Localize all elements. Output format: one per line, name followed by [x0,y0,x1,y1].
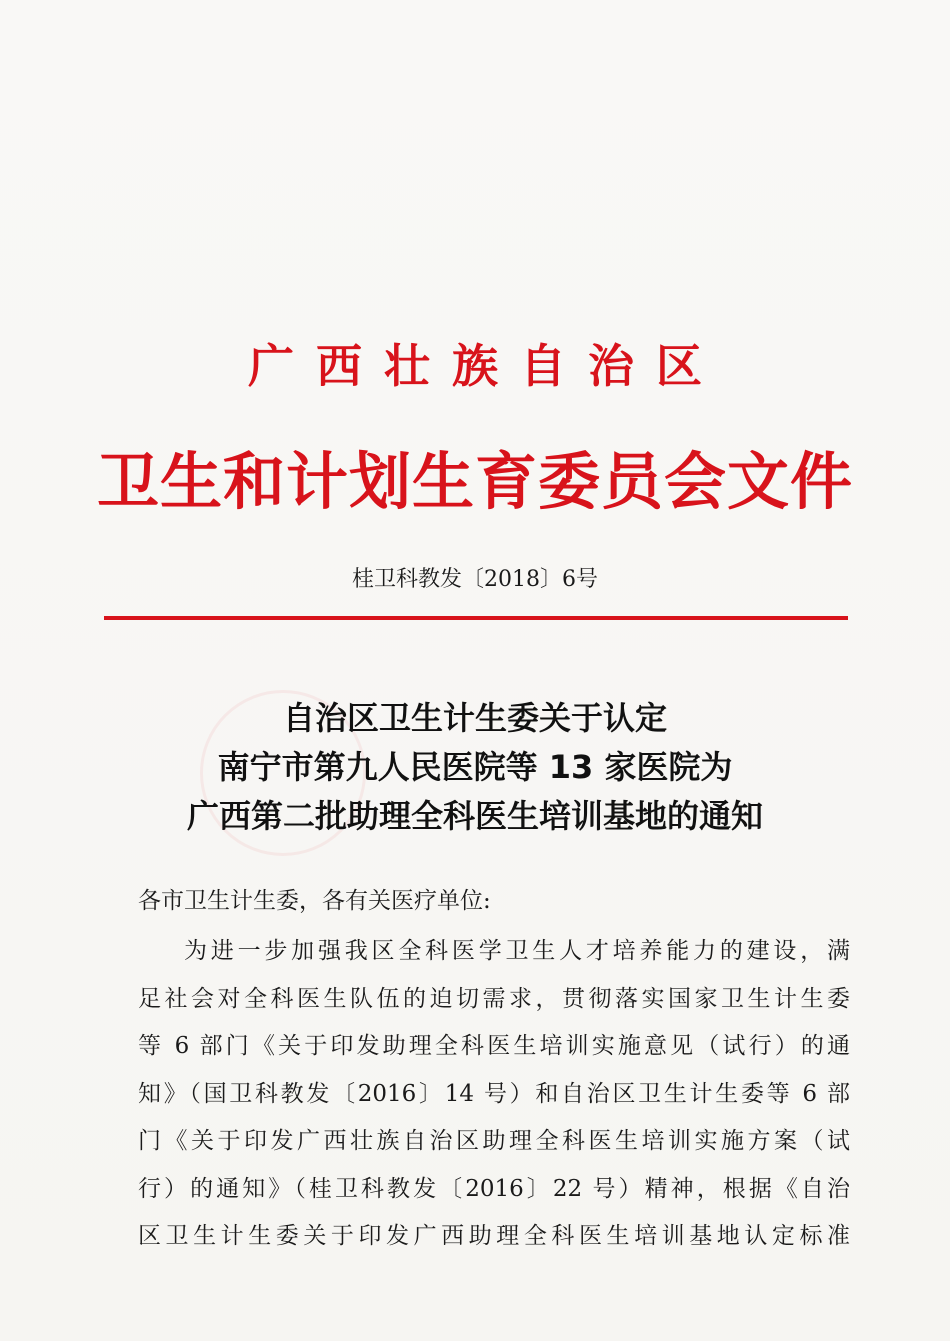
title-line3: 广西第二批助理全科医生培训基地的通知 [186,797,763,835]
red-divider-rule [104,616,848,620]
body-line-5: 门《关于印发广西壮族自治区助理全科医生培训实施方案（试 [138,1128,850,1154]
document-title [0,694,950,841]
body-paragraph [138,928,850,1261]
title-line2: 南宁市第九人民医院等 13 家医院为 [217,748,733,786]
body-line-1: 为进一步加强我区全科医学卫生人才培养能力的建设，满 [184,938,850,964]
body-line-6: 行）的通知》（桂卫科教发〔2016〕22 号）精神，根据《自治 [138,1175,850,1202]
body-line-7: 区卫生计生委关于印发广西助理全科医生培训基地认定标准 [138,1223,850,1249]
salutation: 各市卫生计生委，各有关医疗单位: [138,888,491,914]
issuer-line1: 广西壮族自治区 [248,339,724,393]
body-line-3: 等 6 部门《关于印发助理全科医生培训实施意见（试行）的通 [138,1033,850,1059]
body-line-4: 知》（国卫科教发〔2016〕14 号）和自治区卫生计生委等 6 部 [138,1080,850,1107]
document-number: 桂卫科教发〔2018〕6号 [352,567,598,592]
issuer-line2: 卫生和计划生育委员会文件 [96,445,853,518]
title-line1: 自治区卫生计生委关于认定 [282,699,667,737]
body-line-2: 足社会对全科医生队伍的迫切需求，贯彻落实国家卫生计生委 [138,985,850,1012]
